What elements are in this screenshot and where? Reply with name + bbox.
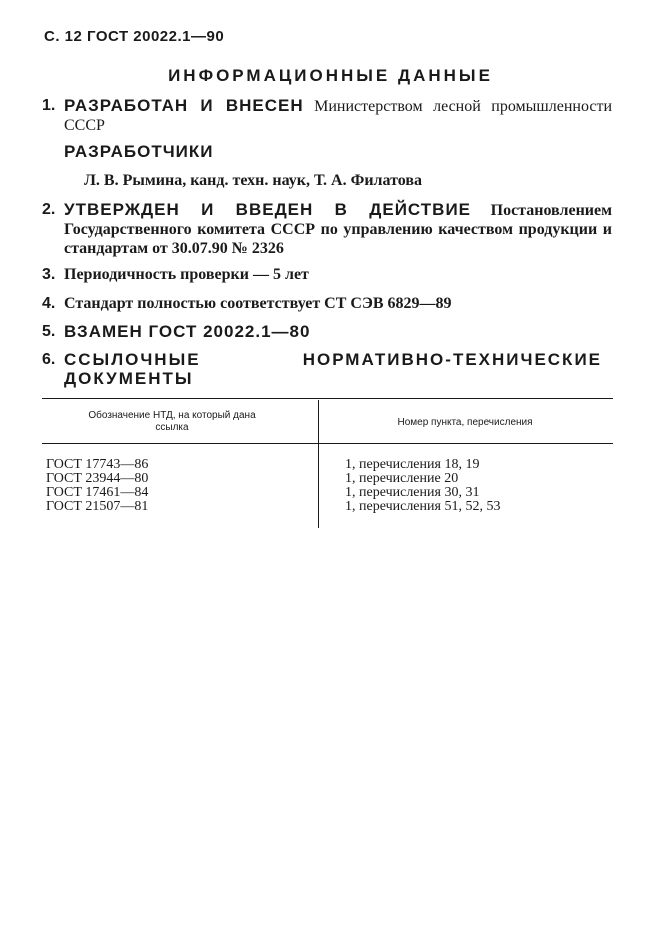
- table-cell: ГОСТ 21507—81: [46, 499, 149, 514]
- info-item-4: [42, 294, 612, 313]
- info-item-6: [42, 350, 602, 388]
- item-caption: УТВЕРЖДЕН И ВВЕДЕН В ДЕЙСТВИЕ: [64, 200, 472, 219]
- table-column-divider: [318, 400, 319, 528]
- info-item-5: [42, 322, 612, 341]
- table-header-item: Номер пункта, перечисления: [397, 417, 533, 428]
- item-caption: ССЫЛОЧНЫЕ НОРМАТИВНО-ТЕХНИЧЕСКИЕ ДОКУМЕНТЫ: [64, 350, 602, 388]
- item-caption: ВЗАМЕН ГОСТ 20022.1—80: [64, 322, 311, 341]
- item-number: 1.: [42, 97, 56, 114]
- info-item-3: [42, 265, 612, 284]
- item-text: Постановлением Государственного комитета СССР по управлению качеством продукции и стандартам от 30.07.90 № 2326: [64, 202, 613, 257]
- info-item-2: [42, 200, 612, 258]
- section-title: ИНФОРМАЦИОННЫЕ ДАННЫЕ: [168, 66, 493, 85]
- table-column-ntd: [46, 458, 148, 514]
- running-head: С. 12 ГОСТ 20022.1—90: [44, 28, 225, 45]
- info-item-1: [42, 96, 612, 135]
- table-cell: ГОСТ 17743—86: [46, 457, 149, 472]
- item-number: 2.: [42, 201, 56, 218]
- developers-names: Л. В. Рымина, канд. техн. наук, Т. А. Филатова: [84, 172, 423, 189]
- developers-heading: РАЗРАБОТЧИКИ: [64, 142, 214, 161]
- table-cell: 1, перечисления 51, 52, 53: [345, 499, 501, 514]
- table-column-item: [345, 458, 500, 514]
- table-cell: ГОСТ 17461—84: [46, 485, 149, 500]
- item-number: 4.: [42, 295, 56, 312]
- item-caption: РАЗРАБОТАН И ВНЕСЕН: [64, 96, 304, 115]
- item-number: 3.: [42, 266, 56, 283]
- table-cell: ГОСТ 23944—80: [46, 471, 149, 486]
- table-header-rule: [42, 443, 613, 444]
- item-number: 6.: [42, 351, 56, 368]
- table-cell: 1, перечисления 30, 31: [345, 485, 480, 500]
- item-text: Периодичность проверки — 5 лет: [64, 266, 309, 283]
- table-header-ntd: Обозначение НТД, на который дана ссылка: [88, 410, 256, 433]
- item-text: Стандарт полностью соответствует СТ СЭВ 6829—89: [64, 295, 452, 312]
- table-cell: 1, перечисления 18, 19: [345, 457, 480, 472]
- table-cell: 1, перечисление 20: [345, 471, 459, 486]
- item-number: 5.: [42, 323, 56, 340]
- table-top-rule: [42, 398, 613, 399]
- item-text: Министерством лесной промышленности СССР: [64, 98, 613, 134]
